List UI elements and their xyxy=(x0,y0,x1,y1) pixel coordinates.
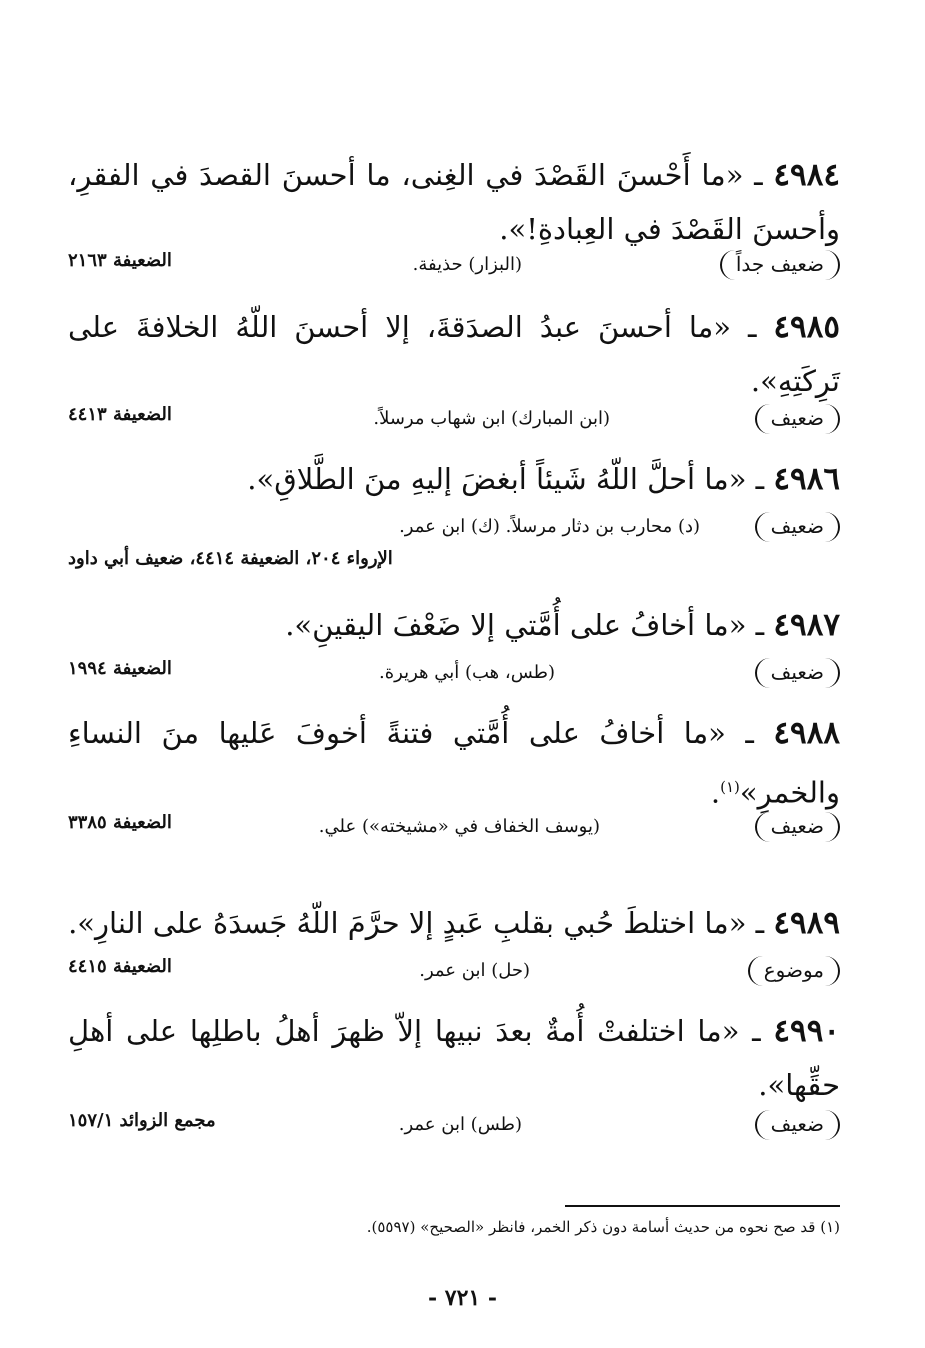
grade-label: ضعيف xyxy=(755,658,840,688)
grade-label: ضعيف xyxy=(755,404,840,434)
reference-text: الضعيفة ٣٣٨٥ xyxy=(68,812,172,833)
hadith-text: «ما اختلطَ حُبي بقلبِ عَبدٍ إلا حرَّمَ اللّهُ جَسدَهُ على النارِ». xyxy=(68,906,747,940)
reference-line: الإرواء ٢٠٤، الضعيفة ٤٤١٤، ضعيف أبي داود xyxy=(68,548,393,569)
source-row xyxy=(68,1110,840,1154)
dash: ـ xyxy=(739,1014,761,1048)
hadith-entry xyxy=(68,896,840,950)
hadith-text: «ما أخافُ على أُمَّتي إلا ضَعْفَ اليقينِ». xyxy=(285,608,747,642)
hadith-text: «ما أَحْسنَ القَصْدَ في الغِنى، ما أحسنَ القصدَ في الفقرِ، وأحسنَ القَصْدَ في العِبادةِ!». xyxy=(68,158,840,246)
hadith-number: ٤٩٨٧ xyxy=(773,607,840,643)
source-row xyxy=(68,404,840,448)
source-text: (يوسف الخفاف في «مشيخته») علي. xyxy=(318,816,600,837)
hadith-entry xyxy=(68,598,840,652)
dash: ـ xyxy=(746,906,765,940)
grade-label: ضعيف xyxy=(755,812,840,842)
source-text: (طس، هب) أبي هريرة. xyxy=(379,662,555,683)
reference-text: مجمع الزوائد ١٥٧/١ xyxy=(68,1110,216,1131)
dash: ـ xyxy=(743,158,763,192)
hadith-entry xyxy=(68,1004,840,1112)
grade-label: ضعيف xyxy=(755,1110,840,1140)
grade-label: ضعيف xyxy=(755,512,840,542)
source-text: (د) محارب بن دثار مرسلاً. (ك) ابن عمر. xyxy=(399,516,700,537)
grade-label: موضوع xyxy=(748,956,840,986)
footnote-marker: (١) xyxy=(720,778,740,796)
reference-text: الضعيفة ٤٤١٣ xyxy=(68,404,172,425)
period: . xyxy=(710,775,721,810)
hadith-number: ٤٩٨٩ xyxy=(773,905,840,941)
hadith-text: «ما اختلفتْ أُمةٌ بعدَ نبيها إلاّ ظهرَ أهلُ باطلِها على أهلِ حقِّها». xyxy=(68,1014,840,1102)
hadith-number: ٤٩٨٤ xyxy=(773,157,840,193)
source-row xyxy=(68,956,840,1000)
page-number: - ٧٢١ - xyxy=(427,1285,498,1311)
source-text: (طس) ابن عمر. xyxy=(398,1114,522,1135)
source-row xyxy=(68,250,840,294)
hadith-entry xyxy=(68,706,840,820)
reference-text: الضعيفة ٤٤١٥ xyxy=(68,956,172,977)
hadith-text: «ما أخافُ على أُمَّتي فتنةً أخوفَ عَليها منَ النساءِ والخمرِ» xyxy=(68,716,840,810)
footnote-divider xyxy=(565,1205,840,1207)
dash: ـ xyxy=(730,310,757,344)
dash: ـ xyxy=(725,716,754,750)
source-text: (البزار) حذيفة. xyxy=(412,254,522,275)
hadith-number: ٤٩٨٦ xyxy=(773,461,840,497)
hadith-text: «ما أحلَّ اللّهُ شَيئاً أبغضَ إليهِ منَ الطَّلاقِ». xyxy=(247,462,747,496)
hadith-text: «ما أحسنَ عبدُ الصدَقةَ، إلا أحسنَ اللّهُ الخلافةَ على تَرِكَتِهِ». xyxy=(68,310,840,398)
footnote-text: (١) قد صح نحوه من حديث أسامة دون ذكر الخمر، فانظر «الصحيح» (٥٥٩٧). xyxy=(366,1218,840,1236)
source-text: (ابن المبارك) ابن شهاب مرسلاً. xyxy=(373,408,610,429)
hadith-entry xyxy=(68,452,840,506)
reference-text: الضعيفة ١٩٩٤ xyxy=(68,658,172,679)
grade-label: ضعيف جداً xyxy=(720,250,840,280)
hadith-entry xyxy=(68,148,840,256)
source-text: (حل) ابن عمر. xyxy=(419,960,530,981)
dash: ـ xyxy=(746,608,765,642)
hadith-number: ٤٩٩٠ xyxy=(773,1013,841,1049)
hadith-entry xyxy=(68,300,840,408)
source-row xyxy=(68,812,840,856)
dash: ـ xyxy=(746,462,765,496)
source-row xyxy=(68,658,840,702)
hadith-number: ٤٩٨٥ xyxy=(773,309,841,345)
reference-text: الضعيفة ٢١٦٣ xyxy=(68,250,172,271)
hadith-number: ٤٩٨٨ xyxy=(773,715,841,751)
